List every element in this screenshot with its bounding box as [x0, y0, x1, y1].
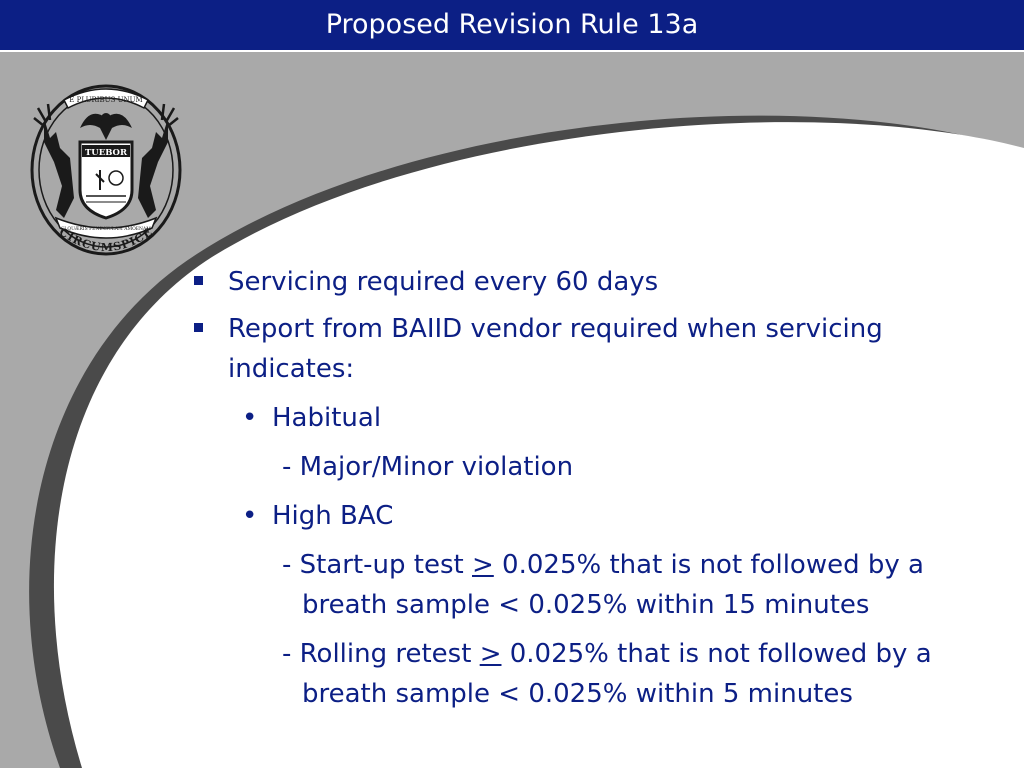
detail-major-minor — [190, 447, 990, 487]
slide-title: Proposed Revision Rule 13a — [325, 9, 699, 40]
sub-bullet-text: Habitual — [272, 403, 382, 433]
detail-rest: 0.025% that is not followed by a breath sample < 0.025% within 5 minutes — [302, 639, 932, 709]
bullet-report — [190, 309, 990, 389]
detail-text: - Major/Minor violation — [282, 452, 574, 482]
sub-bullet-high-bac — [190, 496, 990, 536]
detail-rest: 0.025% that is not followed by a breath sample < 0.025% within 15 minutes — [302, 550, 924, 620]
greater-equal-symbol: > — [472, 550, 494, 580]
seal-shield-word: TUEBOR — [84, 148, 128, 158]
dot-bullet-icon: • — [242, 403, 258, 433]
bullet-servicing — [190, 262, 990, 302]
detail-rolling-retest — [190, 634, 990, 714]
dot-bullet-icon: • — [242, 501, 258, 531]
bullet-text: Report from BAIID vendor required when servicing indicates: — [228, 314, 883, 384]
greater-equal-symbol: > — [479, 639, 502, 669]
square-bullet-icon — [194, 323, 203, 332]
title-bar — [0, 0, 1024, 52]
sub-bullet-habitual — [190, 398, 990, 438]
seal-motto-top: E PLURIBUS UNUM — [69, 96, 143, 104]
seal-banner-latin: SI QUÆRIS PENINSULAM AMOENAM — [61, 227, 151, 232]
sub-bullet-text: High BAC — [272, 501, 394, 531]
bullet-text: Servicing required every 60 days — [228, 267, 659, 297]
seal-motto-bottom: CIRCUMSPICE — [56, 225, 156, 255]
slide-body — [190, 262, 990, 714]
detail-startup-test — [190, 545, 990, 625]
square-bullet-icon — [194, 276, 203, 285]
detail-prefix: - Rolling retest — [282, 639, 480, 669]
detail-prefix: - Start-up test — [282, 550, 472, 580]
state-seal-logo — [26, 78, 186, 258]
